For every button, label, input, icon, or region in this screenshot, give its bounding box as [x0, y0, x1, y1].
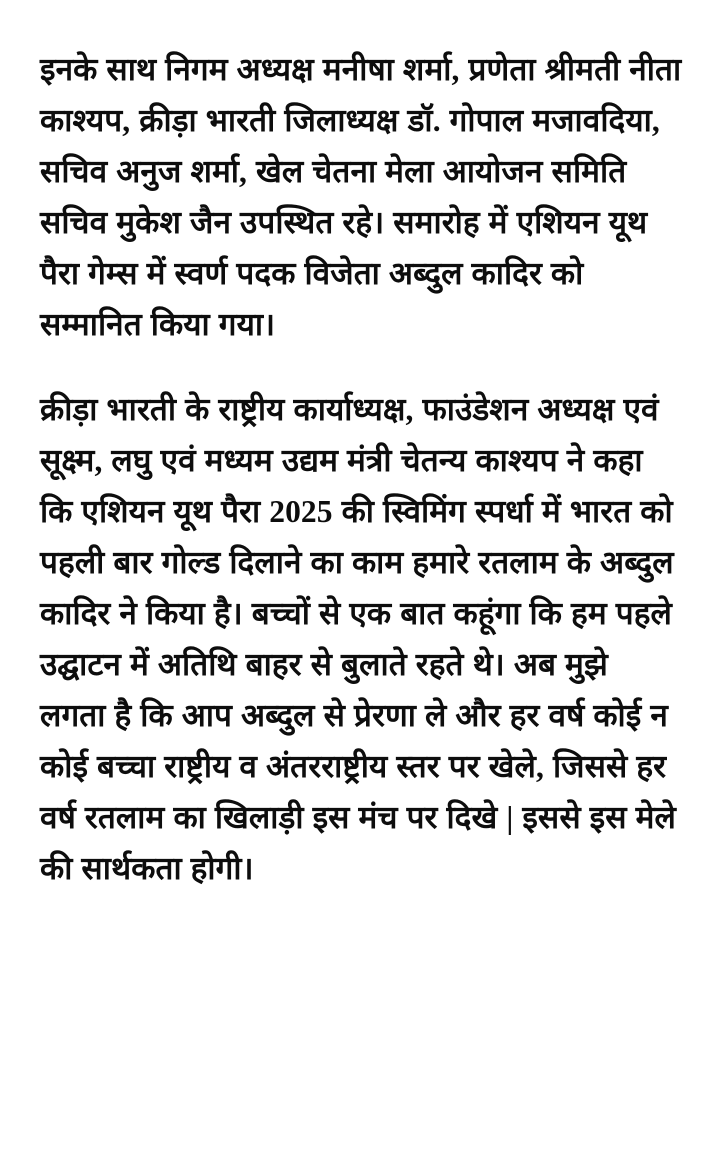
- paragraph-2: क्रीड़ा भारती के राष्ट्रीय कार्याध्यक्ष, फाउंडेशन अध्यक्ष एवं सूक्ष्म, लघु एवं मध्यम उद्यम मंत्री चेतन्य काश्यप ने कहा कि एशियन यूथ पैरा 2025 की स्विमिंग स्पर्धा में भारत को पहली बार गोल्ड दिलाने का काम हमारे रतलाम के अब्दुल कादिर ने किया है। बच्चों से एक बात कहूंगा कि हम पहले उद्घाटन में अतिथि बाहर से बुलाते रहते थे। अब मुझे लगता है कि आप अब्दुल से प्रेरणा ले और हर वर्ष कोई न कोई बच्चा राष्ट्रीय व अंतरराष्ट्रीय स्तर पर खेले, जिससे हर वर्ष रतलाम का खिलाड़ी इस मंच पर दिखे | इससे इस मेले की सार्थकता होगी।: [40, 392, 677, 886]
- paragraph-1: इनके साथ निगम अध्यक्ष मनीषा शर्मा, प्रणेता श्रीमती नीता काश्यप, क्रीड़ा भारती जिलाध्यक्ष डॉ. गोपाल मजावदिया, सचिव अनुज शर्मा, खेल चेतना मेला आयोजन समिति सचिव मुकेश जैन उपस्थित रहे। समारोह में एशियन यूथ पैरा गेम्स में स्वर्ण पदक विजेता अब्दुल कादिर को सम्मानित किया गया।: [40, 52, 682, 342]
- article-body: [40, 44, 682, 894]
